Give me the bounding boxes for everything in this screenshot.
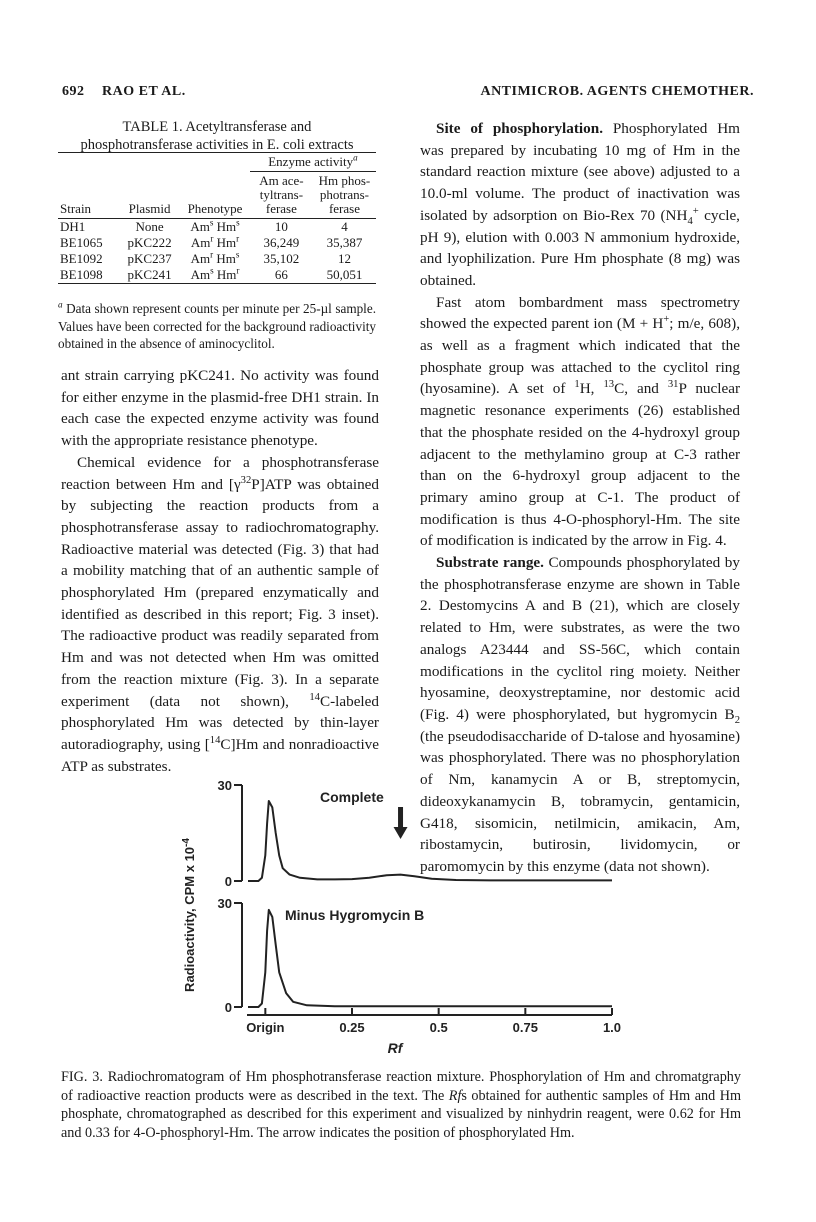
table-title-line2: phosphotransferase activities in E. coli extracts [80,137,354,153]
cell-am: 66 [274,267,288,282]
footnote-text: Data shown represent counts per minute per 25-µl sample. Values have been corrected for the background radioactivity obtained in the absence of aminocyclitol. [58,301,376,351]
x-tick-label: 0.75 [512,1020,538,1035]
cell-am: 35,102 [263,251,300,266]
section-heading-site: Site of phosphorylation. [436,120,603,137]
s2-sup: + [663,314,670,326]
p2-d: C]Hm and nonradioactive ATP as substrates. [61,735,380,775]
cell-strain: BE1065 [60,235,103,250]
cell-phenotype [180,267,250,284]
table-header-row [58,172,376,219]
enzyme-activity-header [250,153,376,172]
table-row [58,235,376,251]
page-number: 692 [62,84,85,99]
p2-c: C-labeled phosphorylated Hm was detected by thin-layer autoradiography, using [ [61,692,379,753]
col-am-acetyltransferase: Am ace-tyltrans-ferase [259,173,304,216]
table-title [62,118,372,154]
s2-a: Fast atom bombardment mass spectrometry showed the expected parent ion (M + H [420,293,740,333]
right-paragraph-2 [420,292,740,552]
cell-phenotype [180,235,250,251]
cell-strain: BE1092 [60,251,103,266]
chart-marks [218,778,622,1035]
cell-strain: BE1098 [60,267,103,282]
s2-b: ; m/e, 608), as well as a fragment which indicated that the phosphate group was attached to the cyclitol ring (hyosamine). A set of [420,315,740,398]
pheno-b-sup: s [236,217,240,228]
pheno-a-sup: s [210,265,214,276]
left-paragraph-2 [61,452,379,778]
series-line-complete [248,801,612,881]
panel-label: Complete [320,789,384,805]
right-paragraph-1 [420,118,740,292]
s1-sup: + [692,205,699,217]
s1-sub: 4 [687,215,693,227]
p2-sup2: 14 [309,691,320,703]
p2-sup3: 14 [209,734,221,746]
cell-plasmid: pKC237 [127,251,172,266]
running-authors: RAO ET AL. [102,84,186,99]
section-heading-substrate: Substrate range. [436,554,544,572]
table-1 [58,153,376,284]
pheno-b-sup: r [236,233,240,244]
s3-a: Compounds phosphorylated by the phosphotransferase enzyme are shown in Table 2. Destomycins A and B (21), which are closely related to Hm, were substrates, as were the two analogs A23444 and SS-56C, which contain modifications in the cyclitol ring moiety. Neither hyosamine, deoxystreptamine, nor destomic acid (Fig. 4) were phosphorylated, but hygromycin B [420,554,740,723]
pheno-a-sup: s [209,217,214,228]
running-journal: ANTIMICROB. AGENTS CHEMOTHER. [480,84,754,99]
pheno-a: Am [190,251,211,266]
s2-sup1: 1 [574,379,580,391]
table-row [58,219,376,236]
y-tick-label: 0 [224,874,232,889]
series-line-minus-hygromycin-b [248,910,612,1007]
caption-label: FIG. 3. [61,1069,103,1085]
x-axis-label: Rf [387,1040,403,1056]
cell-am: 10 [274,219,288,234]
figure-caption [61,1068,741,1142]
pheno-b: Hm [216,219,237,234]
cell-plasmid: pKC222 [127,235,172,250]
caption-text-a: Radiochromatogram of Hm phosphotransferase reaction mixture. Phosphorylation of Hm and chromatgraphy of radioactive reaction products were as described in the text. The [61,1069,741,1104]
panel-label: Minus Hygromycin B [285,907,425,923]
s2-d: C, and [614,380,668,398]
p2-a: Chemical evidence for a phosphotransferase reaction between Hm and [γ [61,453,379,493]
table-row [58,251,376,267]
s2-sup3: 31 [667,379,679,391]
enzyme-activity-label: Enzyme activity [268,154,354,169]
x-tick-label: 0.25 [339,1020,365,1035]
arrow-head [394,827,408,839]
pheno-a-sup: r [210,249,214,260]
p2-sup: 32 [240,474,252,486]
cell-am: 36,249 [263,235,300,250]
col-hm-phosphotransferase: Hm phos-photrans-ferase [318,173,371,216]
cell-plasmid: None [135,219,164,234]
y-tick-label: 30 [217,896,232,911]
s2-c: H, [579,380,604,398]
left-column [61,365,379,777]
s1-b: cycle, pH 9), elution with 0.003 N ammonium hydroxide, and lyophilization. Pure Hm phosphate (8 mg) was obtained. [420,206,740,289]
cell-hm: 35,387 [326,235,363,250]
enzyme-activity-note: a [353,152,358,163]
pheno-b-sup: r [236,265,240,276]
table-row [58,267,376,284]
s2-e: P nuclear magnetic resonance experiments (26) established that the phosphate resided on the 4-hydroxyl group adjacent to the methylamino group at C-3 rather than on the 6-hydroxyl group adjacent to the primary amino group at C-1. The product of modification is thus 4-O-phosphoryl-Hm. The site of modification is indicated by the arrow in Fig. 4. [420,380,741,550]
cell-strain: DH1 [60,219,86,234]
pheno-b: Hm [216,235,237,250]
pheno-a-sup: r [210,233,214,244]
col-phenotype: Phenotype [187,201,243,216]
y-axis-label: Radioactivity, CPM x $10^{-4}$ [181,838,197,992]
footnote-mark: a [58,299,63,310]
p2-b: P]ATP was obtained by subjecting the reaction products from a phosphotransferase assay to radiochromatography. Radioactive material was detected (Fig. 3) that had a mobility matching that of an authentic sample of phosphorylated Hm (prepared enzymatically and identified as described in this report; Fig. 3 inset). The radioactive product was readily separated from Hm and was not detected when Hm was omitted from the reaction mixture (Fig. 3). In a separate experiment (data not shown), [61,475,379,710]
cell-hm: 4 [341,219,348,234]
s1-a: Phosphorylated Hm was prepared by incubating 10 mg of Hm in the standard reaction mixture (see above) adjusted to a 10.0-ml volume. The product of inactivation was isolated by adsorption on Bio-Rex 70 (NH [420,120,740,224]
s3-sub: 2 [734,715,740,727]
y-tick-label: 0 [224,1000,232,1015]
col-strain: Strain [60,201,92,216]
s3-b: (the pseudodisaccharide of D-talose and hyosamine) was phosphorylated. There was no phosphorylation of Nm, kanamycin A or B, streptomycin, dideoxykanamycin B, tobramycin, gentamicin, G418, sisomicin, netilmicin, amikacin, Am, ribostamycin, butirosin, lividomycin, or paromomycin by this enzyme (data not shown). [420,727,740,875]
col-plasmid: Plasmid [128,201,171,216]
table-title-line1: TABLE 1. Acetyltransferase and [122,119,312,135]
cell-phenotype [180,219,250,236]
pheno-b: Hm [216,251,236,266]
cell-hm: 50,051 [326,267,363,282]
right-column [420,118,740,878]
x-tick-label: 0.5 [429,1020,448,1035]
cell-hm: 12 [337,251,351,266]
caption-text-b: s obtained for authentic samples of Hm and Hm phosphate, chromatographed as described for this experiment and visualized by ninhydrin reagent, were 0.62 for Hm and 0.33 for 4-O-phosphoryl-Hm. The arrow indicates the position of phosphorylated Hm. [61,1087,741,1141]
s2-sup2: 13 [603,379,615,391]
table-group-header-row [58,153,376,172]
pheno-b: Hm [216,267,237,282]
left-paragraph-1: ant strain carrying pKC241. No activity was found for either enzyme in the plasmid-free DH1 strain. In each case the expected enzyme activity was found with the appropriate resistance phenotype. [61,367,379,450]
pheno-a: Am [190,267,211,282]
cell-phenotype [180,251,250,267]
y-tick-label: 30 [217,778,232,793]
pheno-b-sup: s [235,249,240,260]
pheno-a: Am [190,219,210,234]
cell-plasmid: pKC241 [127,267,172,282]
x-tick-label: Origin [246,1020,285,1035]
pheno-a: Am [190,235,211,250]
table-footnote [58,300,376,353]
figure-3-chart [150,765,670,1057]
x-tick-label: 1.0 [602,1020,622,1035]
caption-rf: Rf [448,1087,462,1104]
